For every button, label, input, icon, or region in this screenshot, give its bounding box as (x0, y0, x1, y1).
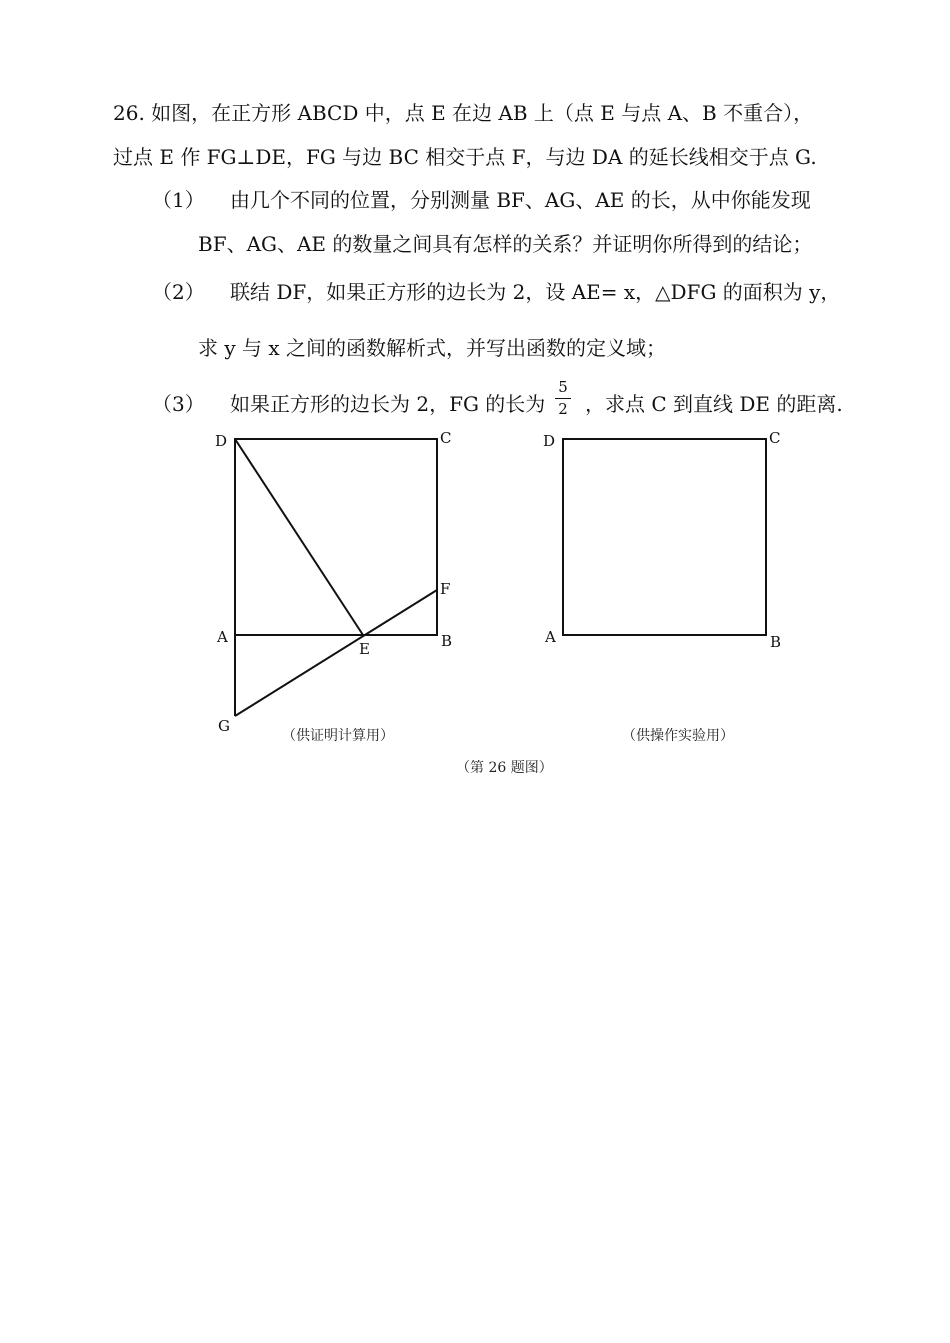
left-label-e: E (359, 640, 370, 658)
problem-intro-line-1: 26. 如图，在正方形 ABCD 中，点 E 在边 AB 上（点 E 与点 A、B 不重合）， (113, 101, 814, 125)
left-label-b: B (441, 632, 453, 650)
left-figure-caption: （供证明计算用） (282, 728, 394, 744)
left-label-f: F (440, 580, 451, 598)
left-label-a: A (217, 628, 228, 646)
right-label-c: C (769, 429, 781, 447)
question-2-number: （2） (152, 280, 205, 304)
right-figure (543, 429, 781, 744)
left-label-d: D (215, 432, 228, 450)
left-figure (215, 429, 452, 744)
question-1-number: （1） (152, 188, 205, 212)
problem-intro-line-2: 过点 E 作 FG⊥DE，FG 与边 BC 相交于点 F，与边 DA 的延长线相交于点 G. (113, 145, 817, 169)
fraction-numerator: 5 (558, 378, 568, 396)
segment-de (235, 439, 363, 635)
question-2-line-1: 联结 DF，如果正方形的边长为 2，设 AE= x，△DFG 的面积为 y， (230, 280, 841, 304)
left-label-c: C (440, 429, 452, 447)
right-square (563, 439, 766, 635)
right-figure-caption: （供操作实验用） (622, 728, 734, 744)
left-label-g: G (218, 717, 230, 735)
fraction-denominator: 2 (558, 400, 568, 418)
right-label-b: B (770, 633, 782, 651)
segment-fg (235, 590, 437, 716)
question-3-text: 如果正方形的边长为 2，FG 的长为 (230, 392, 546, 416)
left-square (235, 439, 437, 635)
question-1-line-1: 由几个不同的位置，分别测量 BF、AG、AE 的长，从中你能发现 (230, 188, 811, 212)
figure-caption: （第 26 题图） (456, 760, 553, 776)
question-3-text-end: ，求点 C 到直线 DE 的距离. (585, 392, 843, 416)
question-3-number: （3） (152, 392, 205, 416)
right-label-a: A (545, 628, 556, 646)
right-label-d: D (543, 432, 556, 450)
question-2-line-2: 求 y 与 x 之间的函数解析式，并写出函数的定义域； (198, 336, 667, 360)
question-1-line-2: BF、AG、AE 的数量之间具有怎样的关系？并证明你所得到的结论； (198, 232, 813, 256)
